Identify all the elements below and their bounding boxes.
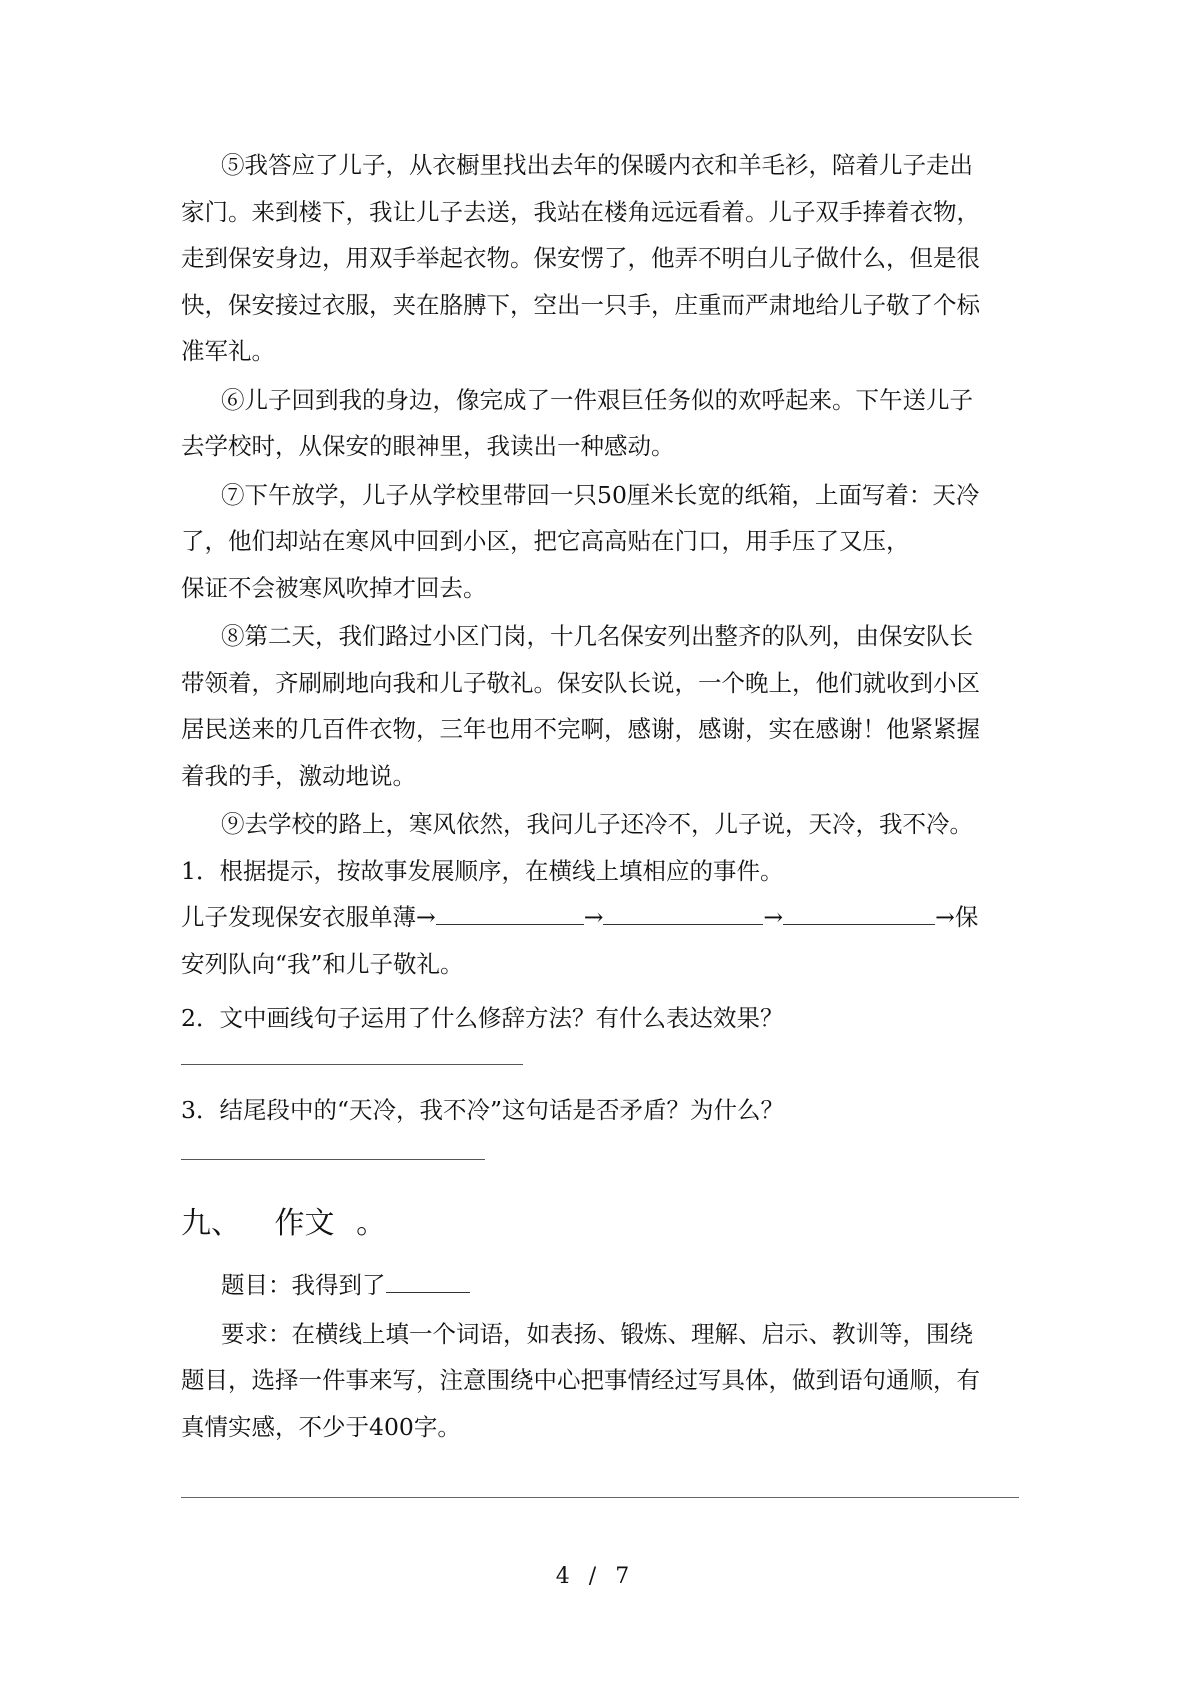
paragraph-line: 带领着，齐刷刷地向我和儿子敬礼。保安队长说，一个晚上，他们就收到小区 [181, 668, 980, 697]
paragraph-line: 了，他们却站在寒风中回到小区，把它高高贴在门口，用手压了又压， [181, 527, 910, 555]
answer-line-3[interactable] [181, 1159, 485, 1160]
section-9-heading [181, 1204, 1019, 1244]
paragraph-9 [181, 801, 1019, 848]
question-1-sequence [181, 894, 1019, 941]
paragraph-6 [181, 377, 1019, 470]
paragraph-line: 家门。来到楼下，我让儿子去送，我站在楼角远远看着。儿子双手捧着衣物， [181, 197, 980, 226]
question-1-sequence-cont: 安列队向“我”和儿子敬礼。 [181, 949, 464, 978]
paragraph-line: 准军礼。 [181, 337, 275, 365]
paragraph-line: 真情实感，不少于400字。 [181, 1412, 461, 1441]
paragraph-7 [181, 472, 1019, 612]
page-number: 4 / 7 [555, 1564, 636, 1589]
essay-requirements [181, 1311, 1019, 1451]
answer-blank-1[interactable] [436, 898, 584, 925]
paragraph-line: 去学校时，从保安的眼神里，我读出一种感动。 [181, 432, 675, 460]
arrow-icon: → [583, 903, 604, 931]
paragraph-line: 保证不会被寒风吹掉才回去。 [181, 573, 487, 602]
question-3: 3．结尾段中的“天冷，我不冷”这句话是否矛盾？为什么？ [181, 1095, 784, 1124]
paragraph-line: ⑧第二天，我们路过小区门岗，十几名保安列出整齐的队列，由保安队长 [221, 622, 973, 650]
answer-blank-3[interactable] [783, 898, 935, 925]
essay-writing-line[interactable] [181, 1497, 1019, 1498]
section-number: 九、 [181, 1206, 241, 1241]
essay-topic [181, 1262, 1019, 1309]
essay-topic-blank[interactable] [386, 1266, 470, 1293]
paragraph-line: ⑥儿子回到我的身边，像完成了一件艰巨任务似的欢呼起来。下午送儿子 [221, 385, 973, 414]
document-content [181, 142, 1019, 1450]
sequence-start: 儿子发现保安衣服单薄 [181, 903, 416, 931]
paragraph-line: 要求：在横线上填一个词语，如表扬、锻炼、理解、启示、教训等，围绕 [221, 1319, 973, 1348]
section-title-tail: 。 [356, 1206, 387, 1241]
sequence-end: 保 [954, 903, 979, 931]
paragraph-line: 居民送来的几百件衣物，三年也用不完啊，感谢，感谢，实在感谢！他紧紧握 [181, 715, 980, 743]
paragraph-5 [181, 142, 1019, 375]
arrow-icon: → [763, 903, 784, 931]
paragraph-line: ⑨去学校的路上，寒风依然，我问儿子还冷不，儿子说，天冷，我不冷。 [221, 810, 973, 838]
question-1: 1．根据提示，按故事发展顺序，在横线上填相应的事件。 [181, 856, 784, 885]
paragraph-line: 着我的手，激动地说。 [181, 761, 416, 790]
section-title: 作文 [274, 1206, 335, 1241]
arrow-icon: → [935, 903, 955, 931]
paragraph-8 [181, 613, 1019, 799]
paragraph-line: ⑦下午放学，儿子从学校里带回一只50厘米长宽的纸箱，上面写着：天冷 [221, 480, 980, 509]
answer-line-2[interactable] [181, 1064, 523, 1065]
paragraph-line: ⑤我答应了儿子，从衣橱里找出去年的保暖内衣和羊毛衫，陪着儿子走出 [221, 151, 973, 179]
arrow-icon: → [416, 903, 436, 931]
paragraph-line: 快，保安接过衣服，夹在胳膊下，空出一只手，庄重而严肃地给儿子敬了个标 [181, 290, 980, 319]
paragraph-line: 题目，选择一件事来写，注意围绕中心把事情经过写具体，做到语句通顺，有 [181, 1366, 980, 1394]
answer-blank-2[interactable] [603, 898, 763, 925]
essay-topic-label: 题目：我得到了 [221, 1271, 386, 1299]
paragraph-line: 走到保安身边，用双手举起衣物。保安愣了，他弄不明白儿子做什么，但是很 [181, 244, 980, 272]
question-2: 2．文中画线句子运用了什么修辞方法？有什么表达效果？ [181, 1004, 784, 1032]
